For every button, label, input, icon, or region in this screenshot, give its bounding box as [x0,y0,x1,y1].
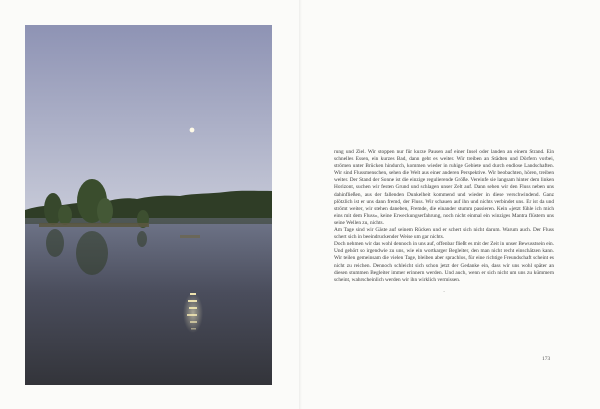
moon [190,128,195,133]
text-separator: . [443,287,445,294]
river-photo-image [25,25,272,385]
right-page [300,0,600,409]
body-text [334,149,554,295]
river-photo [25,25,272,385]
moon-reflection [183,293,203,333]
paragraph: rung und Ziel. Wir stoppen nur für kurze Pausen auf einer Insel oder landen an einem Strand. Ein schnelles Essen, ein kurzes Bad, dann geht es weiter. Wir treiben an Städten und Dörfern vorbei, strömen unter Brücken hindurch, kommen wieder in ruhige Gebiete und durch endlose Landschaften. Wir sind Flussmenschen, sehen die Welt aus einer anderen Perspektive. Wir beobachten, hören, treiben weiter. Der Stand der Sonne ist die einzige regulierende Größe. Vereinfe sie langsam hinter dem linken Horizont, suchen wir festen Grund und schlagen unser Zelt auf. Dann sehen wir den Fluss neben uns dahinfließen, aus der fallenden Dunkelheit kommend und wieder in diese verschwindend. Ganz plötzlich ist er uns dann fremd, der Fluss. Wir schauen auf ihn und nichts verbindet uns. Er ist da und strömt weiter, wir stehen daneben, Fremde, die einander stumm passieren. Kein »jetzt fühle ich mich eins mit dem Fluss«, keine Erweckungserfahrung, noch nicht einmal ein winziges Mantra flüstern uns seine Wellen zu, nichts. [334,149,554,226]
paragraph: Am Tage sind wir Gäste auf seinem Rücken und er schert sich nicht darum. Warum auch. Der Fluss schert sich in beeindruckender Weise um gar nichts. [334,227,554,241]
paragraph: Doch nehmen wir das wohl dennoch in uns auf, offenbar fließt es mit der Zeit in unser Bewusstsein ein. Und gehört so irgendwie zu uns, wie ein wortkarger Begleiter, den man nicht recht einschätzen kann. Wir teilen gemeinsam die vielen Tage, bleiben aber sprachlos, für eine richtige Freundschaft scheint es nicht zu reichen. Dennoch schleicht sich schon jetzt der Gedanke ein, dass wir uns wohl später an diesen stummen Begleiter immer erinnern werden. Und auch, wenn er sich nicht um uns zu kümmern scheint, wahrscheinlich werden wir ihn wirklich vermissen. [334,241,554,283]
sky [25,25,272,217]
page-number: 173 [542,356,551,362]
